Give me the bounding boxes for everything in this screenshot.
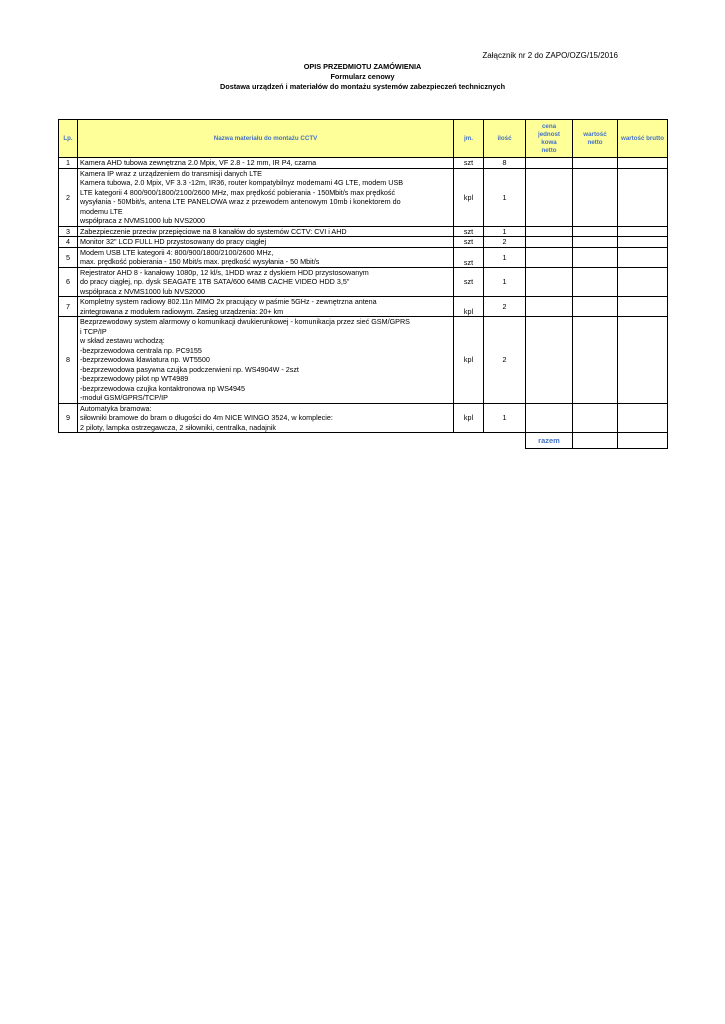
table-row: [59, 403, 668, 433]
gross-value-cell[interactable]: [618, 247, 668, 267]
unit-price-cell[interactable]: [526, 168, 573, 226]
header-unit-price-line: netto: [541, 146, 557, 154]
document-titles: [0, 62, 725, 92]
total-row: [59, 433, 668, 449]
description-line: Kompletny system radiowy 802.11n MIMO 2x pracujący w paśmie 5GHz - zewnętrzna antena: [80, 297, 377, 306]
row-number: 3: [59, 226, 78, 237]
gross-value-cell[interactable]: [618, 168, 668, 226]
unit-price-cell[interactable]: [526, 237, 573, 248]
row-number: 6: [59, 267, 78, 297]
table-row: [59, 168, 668, 226]
header-unit-price-line: kowa: [541, 138, 557, 146]
description-line: -moduł GSM/GPRS/TCP/IP: [80, 393, 168, 402]
unit-cell: szt: [454, 226, 484, 237]
net-value-cell[interactable]: [573, 158, 618, 169]
material-description: [78, 267, 454, 297]
total-label: razem: [526, 433, 573, 449]
unit-price-cell[interactable]: [526, 158, 573, 169]
quantity-cell: 1: [484, 226, 526, 237]
header-material-name: Nazwa materiału do montażu CCTV: [78, 120, 454, 158]
description-line: Modem USB LTE kategorii 4: 800/900/1800/2100/2600 MHz,: [80, 247, 274, 257]
gross-value-cell[interactable]: [618, 158, 668, 169]
quantity-cell: 2: [484, 237, 526, 248]
document-title: OPIS PRZEDMIOTU ZAMÓWIENIA: [303, 62, 422, 71]
unit-cell: kpl: [454, 297, 484, 317]
quantity-cell: 1: [484, 247, 526, 267]
description-line: wysyłania - 50Mbit/s, antena LTE PANELOWA wraz z przewodem antenowym 10mb i konektorem do: [80, 197, 401, 206]
total-spacer: [454, 433, 484, 449]
header-net-value-line: netto: [587, 138, 603, 146]
total-gross-value-cell[interactable]: [618, 433, 668, 449]
description-line: Zabezpieczenie przeciw przepięciowe na 8 kanałów do systemów CCTV: CVI i AHD: [80, 226, 347, 236]
description-line: -bezprzewodowa centrala np. PC9155: [80, 345, 202, 355]
unit-price-cell[interactable]: [526, 317, 573, 404]
description-line: zintegrowana z modułem radiowym. Zasięg urządzenia: 20+ km: [80, 306, 284, 316]
material-description: [78, 168, 454, 226]
unit-cell: kpl: [454, 403, 484, 433]
attachment-reference: Załącznik nr 2 do ZAPO/OZG/15/2016: [482, 51, 618, 60]
net-value-cell[interactable]: [573, 226, 618, 237]
table-row: [59, 267, 668, 297]
description-line: w skład zestawu wchodzą:: [80, 336, 165, 345]
row-number: 1: [59, 158, 78, 169]
unit-price-cell[interactable]: [526, 267, 573, 297]
document-description: Dostawa urządzeń i materiałów do montażu systemów zabezpieczeń technicznych: [219, 82, 506, 91]
description-line: współpraca z NVMS1000 lub NVS2000: [80, 286, 206, 296]
header-net-value-line: wartość: [583, 130, 607, 138]
total-spacer: [59, 433, 78, 449]
material-description: [78, 297, 454, 317]
row-number: 8: [59, 317, 78, 404]
gross-value-cell[interactable]: [618, 403, 668, 433]
unit-cell: szt: [454, 267, 484, 297]
unit-price-cell[interactable]: [526, 403, 573, 433]
description-line: Bezprzewodowy system alarmowy o komunikacji dwukierunkowej - komunikacja przez sieć GSM/GPRS: [80, 317, 410, 326]
unit-cell: szt: [454, 237, 484, 248]
description-line: Rejestrator AHD 8 - kanałowy 1080p, 12 kl/s, 1HDD wraz z dyskiem HDD przystosowanym: [80, 267, 369, 277]
unit-cell: kpl: [454, 168, 484, 226]
material-description: [78, 158, 454, 169]
gross-value-cell[interactable]: [618, 226, 668, 237]
net-value-cell[interactable]: [573, 297, 618, 317]
row-number: 7: [59, 297, 78, 317]
total-spacer: [78, 433, 454, 449]
table-row: [59, 226, 668, 237]
unit-cell: kpl: [454, 317, 484, 404]
gross-value-cell[interactable]: [618, 297, 668, 317]
header-net-value: [573, 120, 618, 158]
description-line: Kamera AHD tubowa zewnętrzna 2.0 Mpix, VF 2.8 - 12 mm, IR P4, czarna: [80, 158, 317, 167]
material-description: [78, 226, 454, 237]
quantity-cell: 2: [484, 297, 526, 317]
description-line: LTE kategorii 4 800/900/1800/2100/2600 MHz, max prędkość pobierania - 150Mbit/s max prędkość: [80, 187, 396, 197]
description-line: Automatyka bramowa:: [80, 403, 152, 413]
header-unit-price-net: [526, 120, 573, 158]
description-line: do pracy ciągłej, np. dysk SEAGATE 1TB SATA/600 64MB CACHE VIDEO HDD 3,5": [80, 277, 350, 286]
material-description: [78, 403, 454, 433]
description-line: siłowniki bramowe do bram o długości do 4m NICE WINGO 3524, w komplecie:: [80, 413, 333, 422]
net-value-cell[interactable]: [573, 267, 618, 297]
table-row: [59, 317, 668, 404]
table-header-row: [59, 120, 668, 158]
description-line: Kamera tubowa, 2.0 Mpix, VF 3.3 -12m, IR36, router kompatybilnyz modemami 4G LTE, modem USB: [80, 178, 404, 187]
net-value-cell[interactable]: [573, 403, 618, 433]
description-line: 2 piloty, lampka ostrzegawcza, 2 siłowniki, centralka, nadajnik: [80, 422, 277, 432]
table-row: [59, 297, 668, 317]
material-description: [78, 237, 454, 248]
quantity-cell: 2: [484, 317, 526, 404]
description-line: -bezprzewodowy pilot np WT4989: [80, 374, 189, 383]
description-line: i TCP/IP: [80, 326, 107, 336]
header-unit: jm.: [454, 120, 484, 158]
unit-cell: szt: [454, 158, 484, 169]
row-number: 4: [59, 237, 78, 248]
net-value-cell[interactable]: [573, 317, 618, 404]
quantity-cell: 1: [484, 267, 526, 297]
table-row: [59, 158, 668, 169]
row-number: 5: [59, 247, 78, 267]
header-unit-price-line: cena: [541, 122, 557, 130]
description-line: Monitor 32" LCD FULL HD przystosowany do pracy ciągłej: [80, 237, 267, 246]
quantity-cell: 8: [484, 158, 526, 169]
header-gross-value: wartość brutto: [618, 120, 668, 158]
row-number: 9: [59, 403, 78, 433]
header-unit-price-line: jednost: [537, 130, 560, 138]
description-line: -bezprzewodowa klawiatura np. WT5500: [80, 355, 210, 364]
unit-cell: szt: [454, 247, 484, 267]
description-line: -bezprzewodowa czujka kontaktronowa np WS4945: [80, 383, 246, 393]
row-number: 2: [59, 168, 78, 226]
total-spacer: [484, 433, 526, 449]
document-subtitle: Formularz cenowy: [330, 72, 395, 81]
header-quantity: ilość: [484, 120, 526, 158]
description-line: Kamera IP wraz z urządzeniem do transmisji danych LTE: [80, 168, 262, 178]
material-description: [78, 317, 454, 404]
net-value-cell[interactable]: [573, 247, 618, 267]
net-value-cell[interactable]: [573, 168, 618, 226]
header-lp: Lp.: [59, 120, 78, 158]
description-line: współpraca z NVMS1000 lub NVS2000: [80, 216, 206, 225]
description-line: -bezprzewodowa pasywna czujka podczerwieni np. WS4904W - 2szt: [80, 364, 299, 374]
unit-price-cell[interactable]: [526, 226, 573, 237]
table-row: [59, 237, 668, 248]
table-row: [59, 247, 668, 267]
unit-price-cell[interactable]: [526, 247, 573, 267]
description-line: modemu LTE: [80, 206, 123, 216]
price-form-table: [58, 119, 668, 449]
total-net-value-cell[interactable]: [573, 433, 618, 449]
material-description: [78, 247, 454, 267]
gross-value-cell[interactable]: [618, 237, 668, 248]
description-line: max. prędkość pobierania - 150 Mbit/s max. prędkość wysyłania - 50 Mbit/s: [80, 257, 320, 266]
net-value-cell[interactable]: [573, 237, 618, 248]
unit-price-cell[interactable]: [526, 297, 573, 317]
gross-value-cell[interactable]: [618, 317, 668, 404]
quantity-cell: 1: [484, 168, 526, 226]
quantity-cell: 1: [484, 403, 526, 433]
gross-value-cell[interactable]: [618, 267, 668, 297]
